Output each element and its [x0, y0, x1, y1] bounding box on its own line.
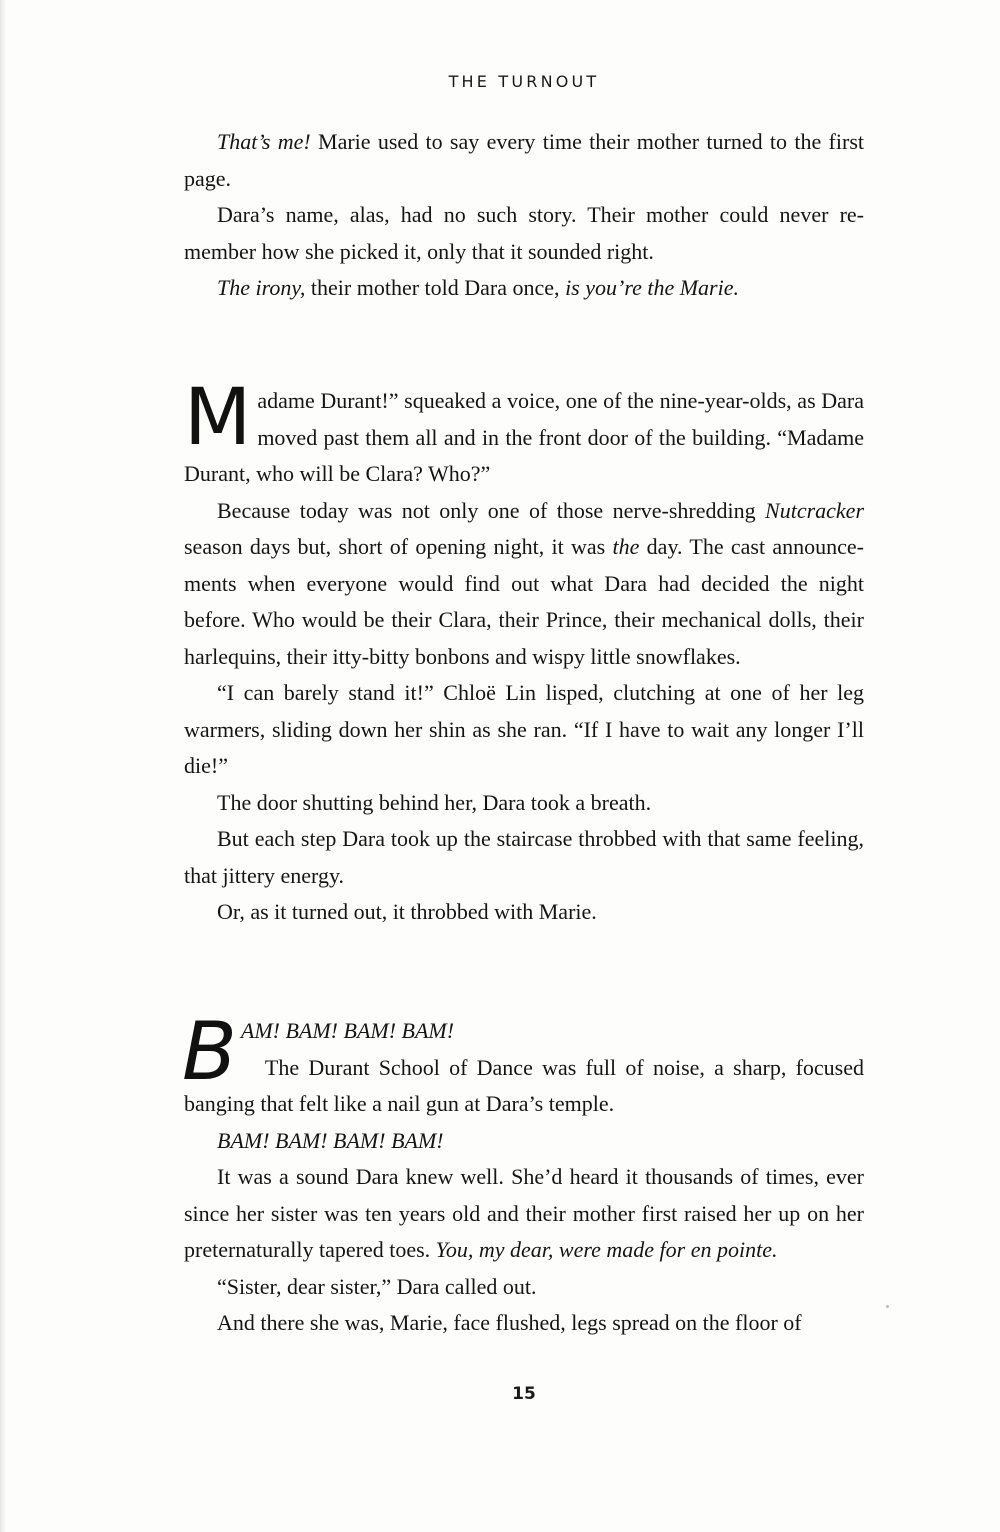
- drop-cap-b: B: [182, 1005, 237, 1098]
- paragraph: But each step Dara took up the staircase throbbed with that same feeling, that jittery energy.: [184, 826, 864, 888]
- running-head: THE TURNOUT: [448, 72, 600, 91]
- paragraph: Dara’s name, alas, had no such story. Their mother could never remember how she picked it, only that it sounded right.: [184, 202, 864, 264]
- italic-text: Nutcracker: [765, 497, 864, 523]
- italic-text: is you’re the Marie.: [565, 275, 739, 300]
- section-2: [184, 373, 864, 931]
- paragraph: “Sister, dear sister,” Dara called out.: [217, 1273, 537, 1299]
- section-heading-text: AM! BAM! BAM! BAM!: [240, 1018, 455, 1043]
- drop-cap-m: M: [184, 373, 252, 463]
- italic-text: the: [612, 534, 640, 559]
- paragraph-text: day. The cast announcements when everyone would find out what Dara had decided the night before. Who would be their Clara, their Prince, their mechanical dolls, their harlequins, their itty-bitty bonbons and wispy little snowflakes.: [184, 534, 864, 669]
- section-1: [184, 124, 864, 307]
- paragraph-text: Marie used to say every time their mother turned to the first page.: [184, 129, 864, 191]
- paragraph: “I can barely stand it!” Chloë Lin lisped, clutching at one of her leg warmers, sliding down her shin as she ran. “If I have to wait any longer I’ll die!”: [184, 680, 864, 778]
- paper-speck: [886, 1305, 889, 1308]
- italic-text: You, my dear, were made for en pointe.: [435, 1237, 778, 1262]
- paragraph-text: Because today was not only one of those nerve-shredding: [217, 497, 766, 523]
- paragraph: And there she was, Marie, face flushed, legs spread on the floor of: [217, 1310, 802, 1335]
- paragraph: [184, 1159, 864, 1269]
- italic-text: The irony,: [217, 275, 306, 300]
- italic-text: BAM! BAM! BAM! BAM!: [217, 1127, 444, 1153]
- paragraph-text: their mother told Dara once,: [305, 275, 566, 300]
- italic-text: That’s me!: [217, 129, 311, 154]
- paragraph-text: adame Durant!” squeaked a voice, one of the nine-year-olds, as Dara moved past them all and in the front door of the building. “Madame Durant, who will be Clara? Who?”: [184, 388, 864, 486]
- paragraph-text: The Durant School of Dance was full of noise, a sharp, focused banging that felt like a nail gun at Dara’s temple.: [184, 1054, 864, 1116]
- paragraph: [184, 1123, 864, 1160]
- paragraph: [184, 493, 864, 676]
- page-edge: [0, 0, 6, 1532]
- paragraph: The door shutting behind her, Dara took a breath.: [217, 789, 652, 815]
- paragraph-text: season days but, short of opening night, it was: [184, 534, 613, 559]
- paragraph: [184, 270, 864, 307]
- paragraph: [184, 124, 864, 197]
- paragraph: [182, 1005, 864, 1123]
- page-number: 15: [512, 1384, 536, 1404]
- section-3: [182, 1005, 864, 1342]
- paragraph: [184, 373, 864, 493]
- paragraph-text: It was a sound Dara knew well. She’d heard it thousands of times, ever since her sister was ten years old and their mother first raised her up on her preternaturally tapered toes.: [184, 1164, 864, 1262]
- paragraph: Or, as it turned out, it throbbed with Marie.: [217, 899, 597, 924]
